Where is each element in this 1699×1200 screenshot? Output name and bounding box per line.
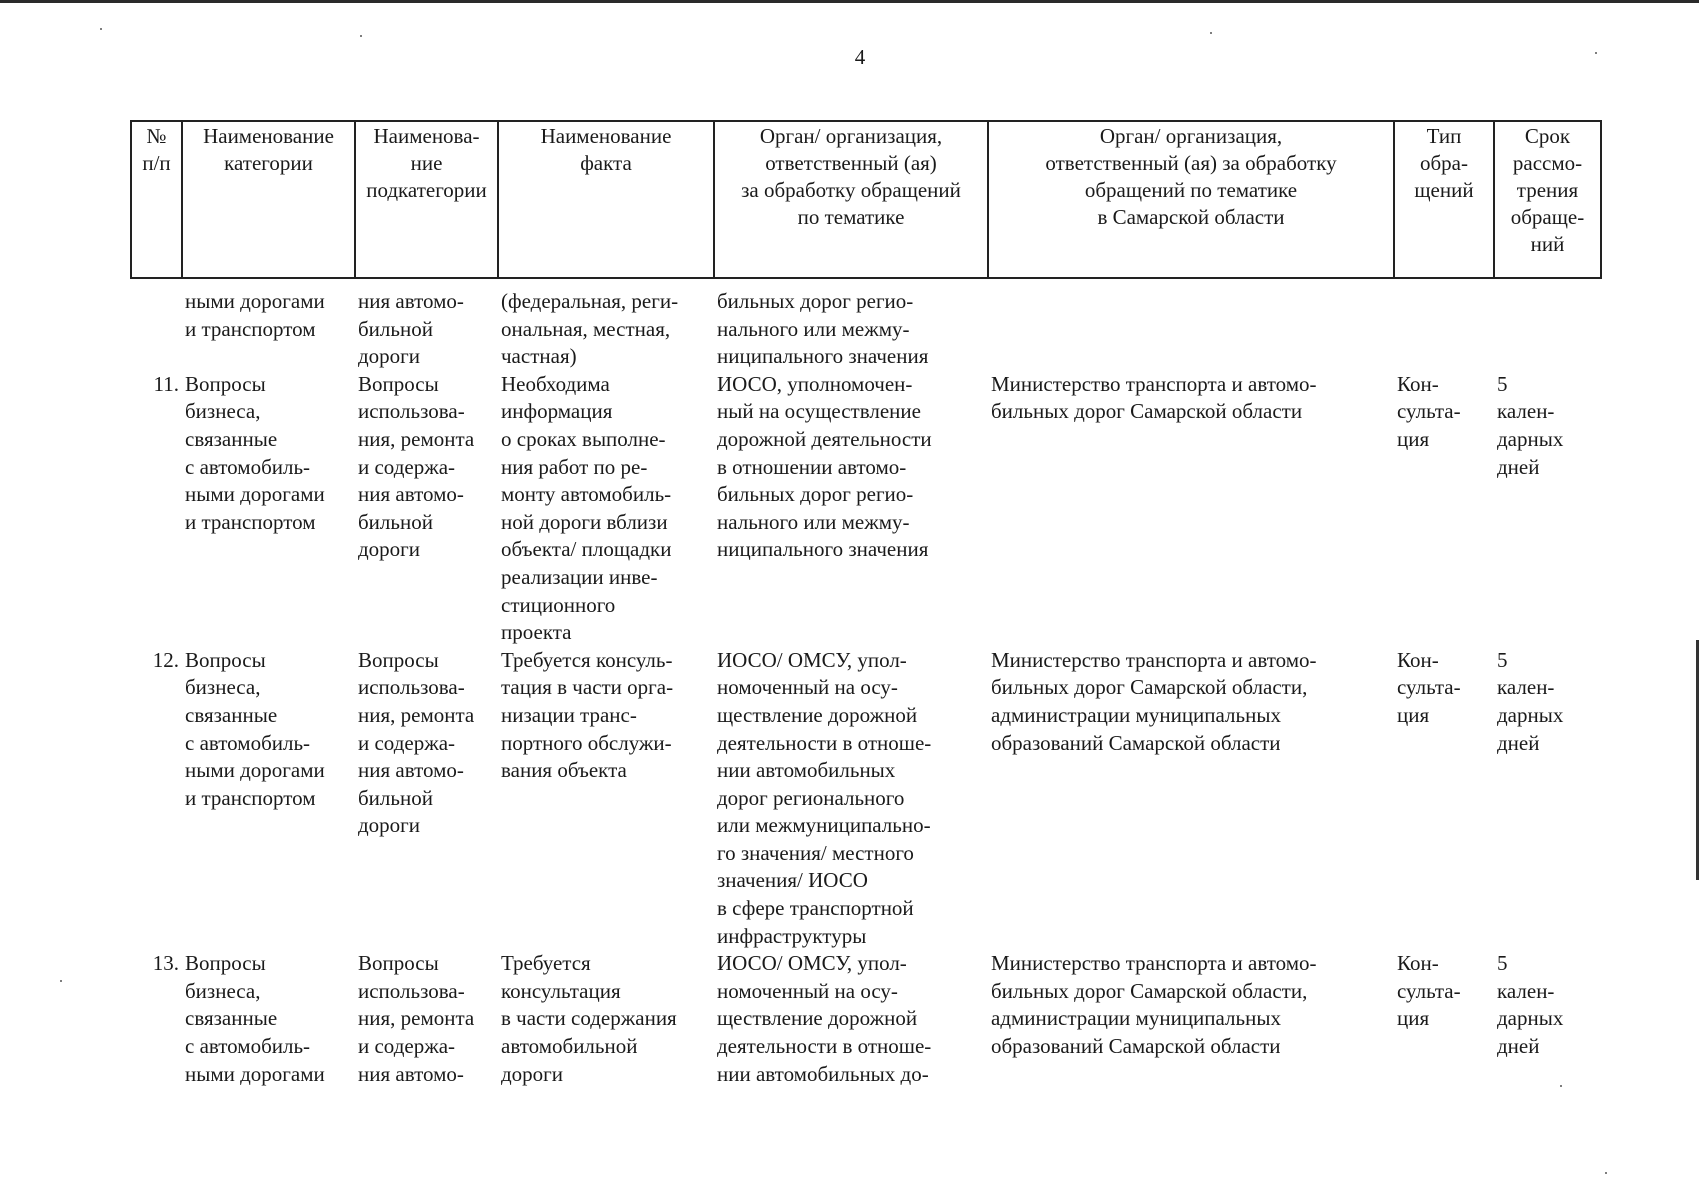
scan-speck	[1595, 52, 1597, 54]
top-scan-rule	[0, 0, 1699, 3]
header-num: № п/п	[131, 121, 182, 278]
row-term: 5 кален- дарных дней	[1497, 951, 1564, 1059]
row-subcategory: Вопросы использова- ния, ремонта и содержа- ния автомо- бильной дороги	[358, 647, 475, 838]
row-category: Вопросы бизнеса, связанные с автомобиль- ными дорогами	[185, 951, 325, 1086]
header-type: Тип обра- щений	[1394, 121, 1494, 278]
row-category: Вопросы бизнеса, связанные с автомобиль- ными дорогами и транспортом	[185, 647, 325, 810]
row-num: 11.	[153, 371, 179, 396]
table-row	[130, 288, 1600, 371]
row-organ-samara: Министерство транспорта и автомо- бильных дорог Самарской области	[991, 371, 1317, 424]
row-category: Вопросы бизнеса, связанные с автомобиль- ными дорогами и транспортом	[185, 371, 325, 534]
row-type	[1393, 288, 1493, 371]
header-term: Срок рассмо- трения обраще- ний	[1494, 121, 1601, 278]
row-organ-samara: Министерство транспорта и автомо- бильных дорог Самарской области, администрации муниципальных образований Самарской области	[991, 951, 1317, 1059]
row-organ: ИОСО, уполномочен- ный на осуществление дорожной деятельности в отношении автомо- бильных дорог регио- нального или межму- ниципального значения	[717, 371, 932, 562]
table-body	[130, 288, 1600, 1088]
row-organ: бильных дорог регио- нального или межму- ниципального значения	[717, 289, 929, 369]
header-category: Наименование категории	[182, 121, 355, 278]
header-fact: Наименование факта	[498, 121, 714, 278]
header-organ-samara: Орган/ организация, ответственный (ая) за обработку обращений по тематике в Самарской области	[988, 121, 1394, 278]
header-subcategory: Наименова- ние подкатегории	[355, 121, 498, 278]
row-type: Кон- сульта- ция	[1397, 951, 1461, 1031]
scan-speck	[60, 980, 62, 982]
row-term: 5 кален- дарных дней	[1497, 371, 1564, 479]
header-row	[131, 121, 1601, 278]
row-subcategory: Вопросы использова- ния, ремонта и содержа- ния автомо- бильной дороги	[358, 371, 475, 562]
scan-speck	[1605, 1172, 1607, 1174]
row-num: 13.	[152, 951, 179, 976]
row-organ: ИОСО/ ОМСУ, упол- номоченный на осу- ществление дорожной деятельности в отноше- нии автомобильных дорог регионального или межмуниципально- го значения/ местного значения/ ИОСО в сфере транспортной инфраструктуры	[717, 647, 932, 948]
row-fact: Требуется консуль- тация в части орга- низации транс- портного обслужи- вания объекта	[501, 647, 674, 783]
row-fact: (федеральная, реги- ональная, местная, частная)	[501, 289, 679, 369]
header-organ: Орган/ организация, ответственный (ая) за обработку обращений по тематике	[714, 121, 988, 278]
row-type: Кон- сульта- ция	[1397, 647, 1461, 727]
row-subcategory: ния автомо- бильной дороги	[358, 289, 464, 369]
row-category: ными дорогами и транспортом	[185, 289, 325, 341]
row-num: 12.	[152, 647, 179, 672]
page-number: 4	[854, 45, 866, 69]
row-organ-samara	[987, 288, 1393, 371]
row-type: Кон- сульта- ция	[1397, 371, 1461, 451]
row-subcategory: Вопросы использова- ния, ремонта и содержа- ния автомо-	[358, 951, 475, 1086]
scan-speck	[1560, 1085, 1562, 1087]
table-row	[130, 647, 1600, 951]
scan-speck	[360, 35, 362, 37]
table-header	[130, 120, 1602, 279]
row-term	[1493, 288, 1600, 371]
row-fact: Необходима информация о сроках выполне- ния работ по ре- монту автомобиль- ной дороги вблизи объекта/ площадки реализации инве- стиционного проекта	[501, 371, 672, 645]
row-num	[130, 288, 181, 371]
row-fact: Требуется консультация в части содержания автомобильной дороги	[501, 951, 677, 1086]
table-row	[130, 950, 1600, 1088]
table-row	[130, 371, 1600, 647]
scan-speck	[1210, 32, 1212, 34]
row-term: 5 кален- дарных дней	[1497, 647, 1564, 755]
scan-speck	[100, 28, 102, 30]
row-organ-samara: Министерство транспорта и автомо- бильных дорог Самарской области, администрации муниципальных образований Самарской области	[991, 647, 1317, 755]
row-organ: ИОСО/ ОМСУ, упол- номоченный на осу- ществление дорожной деятельности в отноше- нии автомобильных до-	[717, 951, 932, 1086]
